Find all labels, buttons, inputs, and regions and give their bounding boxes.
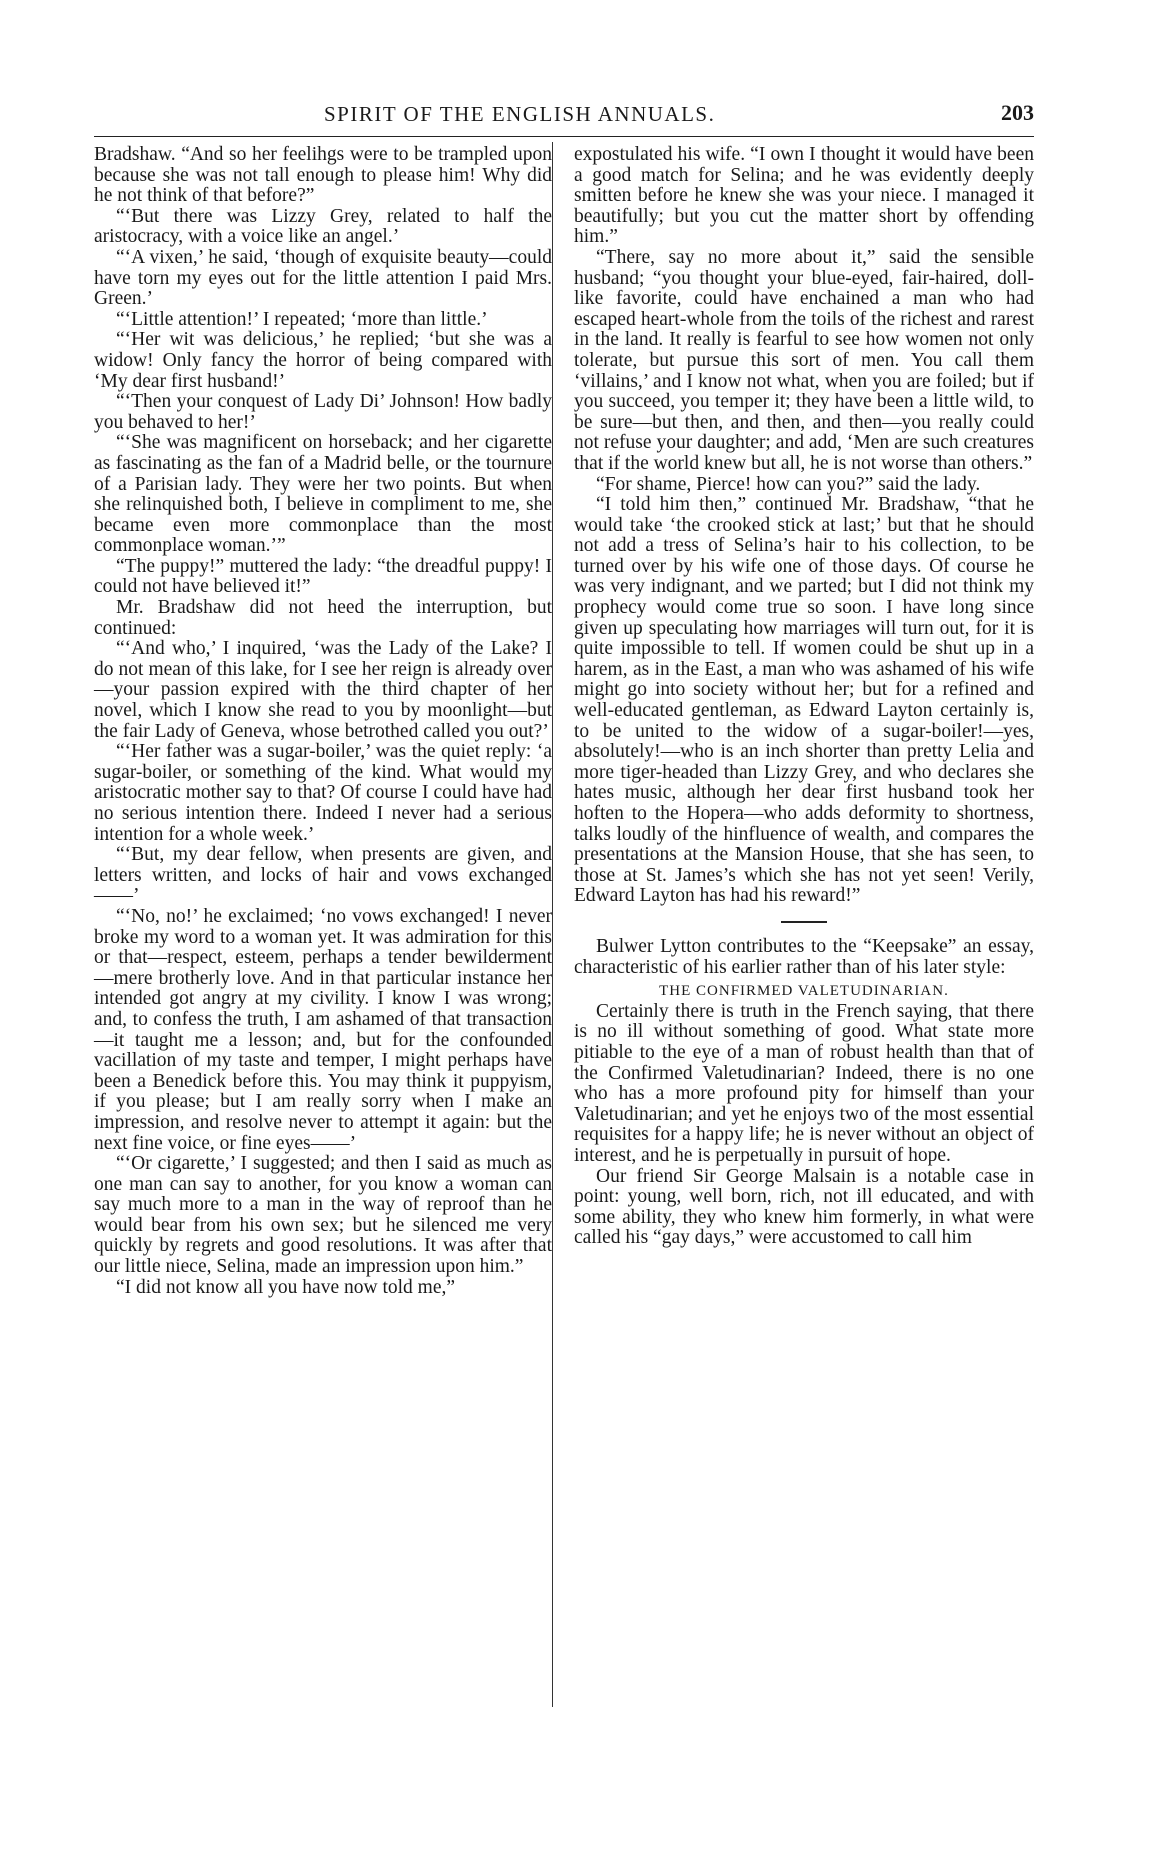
header-rule bbox=[94, 136, 1034, 137]
paragraph: “‘Her wit was delicious,’ he replied; ‘but she was a widow! Only fancy the horror of being compared with ‘My dear first husband!’ bbox=[94, 329, 552, 392]
page-header bbox=[94, 96, 1034, 136]
paragraph: “I did not know all you have now told me,” bbox=[116, 1276, 456, 1298]
paragraph: expostulated his wife. “I own I thought it would have been a good match for Selina; and he was evidently deeply smitten before he knew she was your niece. I managed it beautifully; but you cut the matter short by offending him.” bbox=[574, 144, 1034, 248]
paragraph: “‘But, my dear fellow, when presents are given, and letters written, and locks of hair and vows exchanged——’ bbox=[94, 844, 552, 907]
paragraph: “‘She was magnificent on horseback; and her cigarette as fascinating as the fan of a Madrid belle, or the tournure of a Parisian lady. They were her two points. But when she relinquished both, I believe in compliment to me, she became even more commonplace than the most commonplace woman.’” bbox=[94, 432, 552, 557]
paragraph: Bulwer Lytton contributes to the “Keepsake” an essay, characteristic of his earlier rather than of his later style: bbox=[574, 935, 1034, 978]
running-title: SPIRIT OF THE ENGLISH ANNUALS. bbox=[324, 102, 716, 126]
left-column bbox=[94, 145, 552, 1298]
paragraph: “‘And who,’ I inquired, ‘was the Lady of the Lake? I do not mean of this lake, for I see her reign is already over—your passion expired with the third chapter of her novel, which I know she read to you by moonlight—but the fair Lady of Geneva, whose betrothed called you out?’ bbox=[94, 638, 552, 742]
paragraph: “The puppy!” muttered the lady: “the dreadful puppy! I could not have believed it!” bbox=[94, 555, 552, 598]
section-separator bbox=[781, 921, 827, 923]
paragraph: “‘A vixen,’ he said, ‘though of exquisite beauty—could have torn my eyes out for the little attention I paid Mrs. Green.’ bbox=[94, 246, 552, 310]
paragraph: “‘Little attention!’ I repeated; ‘more than little.’ bbox=[116, 308, 488, 330]
paragraph: Mr. Bradshaw did not heed the interruption, but continued: bbox=[94, 597, 552, 639]
essay-title: THE CONFIRMED VALETUDINARIAN. bbox=[659, 983, 949, 1000]
paragraph: Bradshaw. “And so her feelihgs were to be trampled upon because she was not tall enough to please him! Why did he not think of that before?” bbox=[94, 144, 552, 207]
paragraph: “‘Her father was a sugar-boiler,’ was the quiet reply: ‘a sugar-boiler, or something of the kind. What would my aristocratic mother say to that? Of course I could have had no serious intention there. Indeed I never had a serious intention for a whole week.’ bbox=[94, 741, 552, 845]
right-column bbox=[574, 145, 1034, 1249]
column-divider bbox=[552, 142, 553, 1707]
paragraph: Certainly there is truth in the French saying, that there is no ill without something of good. What state more pitiable to the eye of a man of robust health than that of the Confirmed Valetudinarian? Indeed, there is no one who has a more profound pity for himself than your Valetudinarian; and yet he enjoys two of the most essential requisites for a happy life; he is never without an object of interest, and he is perpetually in pursuit of hope. bbox=[574, 1000, 1034, 1166]
paragraph: “‘Then your conquest of Lady Di’ Johnson! How badly you behaved to her!’ bbox=[94, 391, 552, 433]
paragraph: “‘Or cigarette,’ I suggested; and then I said as much as one man can say to another, for you know a woman can say much more to a man in the way of reproof than he would bear from his own sex; but he silenced me very quickly by regrets and good resolutions. It was after that our little niece, Selina, made an impression upon him.” bbox=[94, 1153, 552, 1278]
paragraph: “For shame, Pierce! how can you?” said the lady. bbox=[596, 473, 981, 495]
paragraph: Our friend Sir George Malsain is a notable case in point: young, well born, rich, not ill educated, and with some ability, they who knew him formerly, in what were called his “gay days,” were accustomed to call him bbox=[574, 1165, 1034, 1249]
paragraph: “‘But there was Lizzy Grey, related to half the aristocracy, with a voice like an angel.’ bbox=[94, 205, 552, 248]
page-number: 203 bbox=[1001, 100, 1034, 125]
paragraph: “I told him then,” continued Mr. Bradshaw, “that he would take ‘the crooked stick at last;’ but that he should not add a tress of Selina’s hair to his collection, to be turned over by his wife one of those days. Of course he was very indignant, and we parted; but I did not think my prophecy would come true so soon. I have long since given up speculating how marriages will turn out, for it is quite impossible to tell. If women could be shut up in a harem, as in the East, a man who was ashamed of his wife might go into society without her; but for a refined and well-educated gentleman, as Edward Layton certainly is, to be united to the widow of a sugar-boiler!—yes, absolutely!—who is an inch shorter than pretty Lelia and more tiger-headed than Lizzy Grey, and who declares she hates music, although her dear first husband took her hoften to the Hopera—who adds deformity to shortness, talks loudly of the hinfluence of wealth, and compares the presentations at the Mansion House, that she has seen, to those at St. James’s which she has not yet seen! Verily, Edward Layton has had his reward!” bbox=[574, 494, 1034, 907]
paragraph: “‘No, no!’ he exclaimed; ‘no vows exchanged! I never broke my word to a woman yet. It was admiration for this or that—respect, esteem, perhaps a tender bewilderment—mere brotherly love. And in that particular instance her intended got angry at my civility. I know I was wrong; and, to confess the truth, I am ashamed of that transaction—it taught me a lesson; and, but for the confounded vacillation of my taste and temper, I might perhaps have been a Benedick before this. You may think it puppyism, if you please; but I am really sorry when I make an impression, and resolve never to attempt it again: but the next fine voice, or fine eyes——’ bbox=[94, 905, 552, 1154]
paragraph: “There, say no more about it,” said the sensible husband; “you thought your blue-eyed, fair-haired, doll-like favorite, could have enchained a man who had escaped heart-whole from the toils of the richest and rarest in the land. It really is fearful to see how women not only tolerate, but pursue this sort of men. You call them ‘villains,’ and I know not what, when you are foiled; but if you succeed, you temper it; they have been a little wild, to be sure—but then, and then, and then—you really could not refuse your daughter; and add, ‘Men are such creatures that if the world knew but all, he is not worse than others.” bbox=[574, 246, 1034, 474]
